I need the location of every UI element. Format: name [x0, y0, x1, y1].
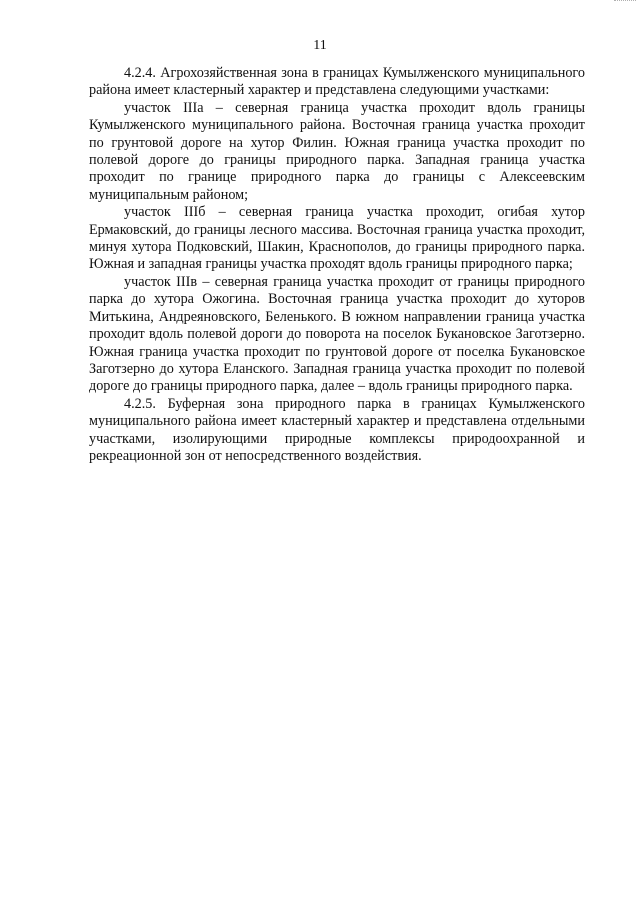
paragraph-plot-IIIa: участок IIIа – северная граница участка проходит вдоль границы Кумылженского муниципального района. Восточная граница участка проходит по грунтовой дороге на хутор Филин. Южная граница участка проходит по полевой дороге до границы природного парка. Западная граница участка проходит по границе природного парка до границы с Алексеевским муниципальным районом; [89, 99, 585, 203]
page-number: 11 [313, 38, 327, 53]
paragraph-4-2-5: 4.2.5. Буферная зона природного парка в границах Кумылженского муниципального района имеет кластерный характер и представлена отдельными участками, изолирующими природные комплексы природоохранной и рекреационной зон от непосредственного воздействия. [89, 395, 585, 464]
document-body [89, 65, 585, 465]
paragraph-4-2-4: 4.2.4. Агрохозяйственная зона в границах Кумылженского муниципального района имеет кластерный характер и представлена следующими участками: [89, 65, 585, 99]
paragraph-plot-IIIb: участок IIIб – северная граница участка проходит, огибая хутор Ермаковский, до границы лесного массива. Восточная граница участка проходит, минуя хутора Подковский, Шакин, Краснополов, до границы природного парка. Южная и западная границы участка проходят вдоль границы природного парка; [89, 204, 585, 273]
scan-corner-mark [614, 0, 636, 4]
paragraph-plot-IIIv: участок IIIв – северная граница участка проходит от границы природного парка до хутора Ожогина. Восточная граница участка проходит до хуторов Митькина, Андреяновского, Беленького. В южном направлении граница участка проходит вдоль полевой дороги до поворота на поселок Букановское Заготзерно. Южная граница участка проходит по грунтовой дороге от поселка Букановское Заготзерно до хутора Еланского. Западная граница участка проходит по полевой дороге до границы природного парка, далее – вдоль границы природного парка. [89, 273, 585, 395]
